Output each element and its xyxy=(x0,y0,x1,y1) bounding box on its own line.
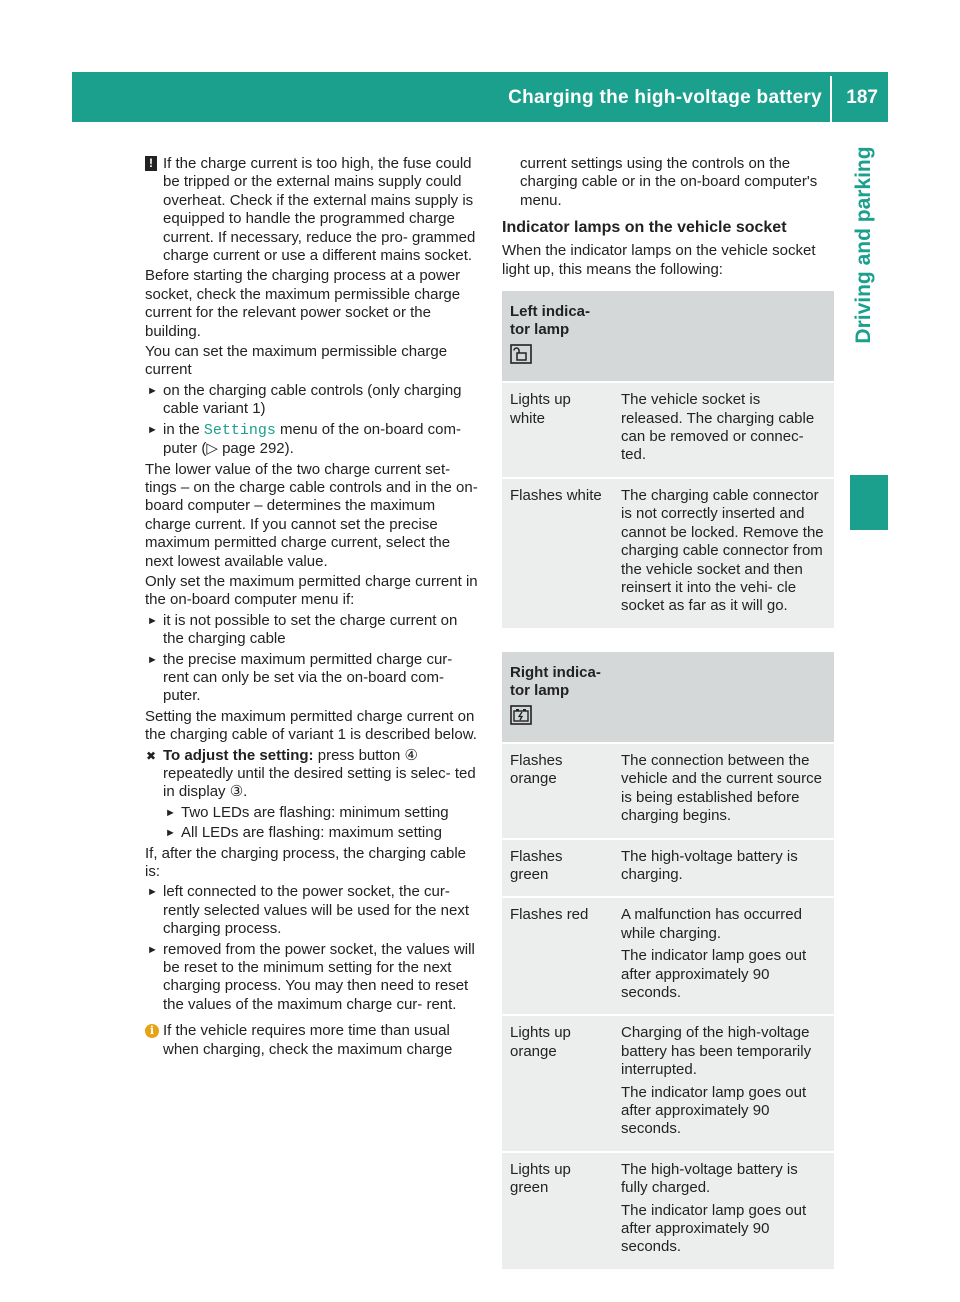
table-row xyxy=(502,743,834,839)
lamp-state: Lights up white xyxy=(502,382,613,478)
bullet-icon: ► xyxy=(147,943,158,956)
bullet-icon: ► xyxy=(147,384,158,397)
instruction-step xyxy=(145,747,480,802)
lamp-meaning-text: The high-voltage battery is fully charged. xyxy=(621,1160,798,1197)
step-arrow-icon: ✖ xyxy=(146,748,157,763)
list-item-text: on the charging cable controls (only charging cable variant 1) xyxy=(163,381,462,418)
left-lamp-table xyxy=(502,291,834,628)
list-item-text: menu of the on-board com- puter ( xyxy=(163,420,461,458)
info-text: If the vehicle requires more time than usual when charging, check the maximum charge xyxy=(163,1022,453,1058)
step-label: To adjust the setting: xyxy=(163,746,314,764)
lamp-state: Lights up green xyxy=(502,1152,613,1269)
list-item xyxy=(145,612,480,649)
info-icon: i xyxy=(145,1024,159,1038)
bullet-icon: ► xyxy=(147,886,158,899)
lamp-meaning xyxy=(613,478,834,628)
paragraph: If, after the charging process, the charging cable is: xyxy=(145,844,467,881)
page-ref-arrow-icon: ▷ xyxy=(206,440,218,458)
list-item xyxy=(145,883,480,938)
section-marker xyxy=(850,475,888,530)
table-header-cell xyxy=(502,652,613,743)
table-header-row xyxy=(502,291,834,382)
right-lamp-table xyxy=(502,652,834,1269)
list-item xyxy=(145,804,480,822)
list-item xyxy=(145,421,480,459)
list-item xyxy=(145,941,480,1015)
list-item-text: All LEDs are flashing: maximum setting xyxy=(181,824,442,842)
table-header-cell xyxy=(613,291,834,382)
bullet-icon: ► xyxy=(165,827,176,840)
table-header-row xyxy=(502,652,834,743)
paragraph: The lower value of the two charge current set- tings – on the charge cable controls and in the on-board computer – determines the maximum charge current. If you cannot set the precise maximum permitted charge current, select the next lowest available value. xyxy=(145,460,478,570)
table-row xyxy=(502,839,834,898)
lamp-state: Flashes green xyxy=(502,839,613,898)
lamp-state: Flashes white xyxy=(502,478,613,628)
table-row xyxy=(502,382,834,478)
lamp-meaning-text: The connection between the vehicle and the current source is being established before charging begins. xyxy=(621,751,822,825)
lamp-meaning-text: The indicator lamp goes out after approximately 90 seconds. xyxy=(621,1201,807,1256)
page-title: Charging the high-voltage battery xyxy=(508,87,822,108)
lamp-meaning xyxy=(613,1152,834,1269)
lamp-state: Lights up orange xyxy=(502,1015,613,1151)
lamp-meaning-text: A malfunction has occurred while charging. xyxy=(621,906,802,942)
paragraph: current settings using the controls on the charging cable or in the on-board computer's menu. xyxy=(520,155,818,209)
section-heading: Indicator lamps on the vehicle socket xyxy=(502,219,787,237)
lock-open-icon xyxy=(510,344,532,369)
table-row xyxy=(502,1015,834,1151)
page-header xyxy=(72,72,888,122)
lamp-meaning-text: The indicator lamp goes out after approximately 90 seconds. xyxy=(621,947,807,1001)
paragraph: Setting the maximum permitted charge current on the charging cable of variant 1 is described below. xyxy=(145,707,477,744)
lamp-meaning xyxy=(613,897,834,1015)
section-side-tab xyxy=(840,122,888,367)
lamp-meaning xyxy=(613,382,834,478)
page-number: 187 xyxy=(846,87,878,108)
paragraph: Before starting the charging process at a power socket, check the maximum permissible charge current for the relevant power socket or the building. xyxy=(145,267,461,340)
lamp-state: Flashes red xyxy=(502,897,613,1015)
list-item-text: Two LEDs are flashing: minimum setting xyxy=(181,803,449,821)
table-row xyxy=(502,897,834,1015)
list-item xyxy=(145,824,480,842)
list-item xyxy=(145,382,480,419)
table-row xyxy=(502,478,834,628)
list-item-text: left connected to the power socket, the cur- rently selected values will be used for the next charging process. xyxy=(163,883,469,938)
section-label: Driving and parking xyxy=(851,145,875,344)
lamp-meaning xyxy=(613,743,834,839)
bullet-icon: ► xyxy=(147,653,158,666)
right-column xyxy=(502,155,834,1269)
list-item-text: removed from the power socket, the values will be reset to the minimum setting for the next charging process. You may then need to reset the values of the maximum charge cur- rent. xyxy=(163,940,475,1013)
lamp-meaning-text: The indicator lamp goes out after approximately 90 seconds. xyxy=(621,1083,807,1138)
page-ref-link[interactable]: page 292). xyxy=(217,440,294,458)
info-note xyxy=(145,1022,480,1059)
battery-charge-icon xyxy=(510,705,532,730)
paragraph: You can set the maximum permissible charge current xyxy=(145,343,448,379)
table-row xyxy=(502,1152,834,1269)
step-text: press button ④ repeatedly until the desired setting is selec- ted in display ③. xyxy=(163,746,476,801)
left-column xyxy=(145,155,480,1061)
lamp-meaning-text: The high-voltage battery is charging. xyxy=(621,847,798,883)
list-item-text: in the xyxy=(163,420,204,438)
header-divider xyxy=(830,76,832,122)
paragraph: Only set the maximum permitted charge current in the on-board computer menu if: xyxy=(145,572,478,609)
warning-note xyxy=(145,155,480,265)
table-header-cell xyxy=(502,291,613,382)
table-gap xyxy=(502,628,834,652)
lamp-meaning xyxy=(613,1015,834,1151)
lamp-meaning-text: Charging of the high-voltage battery has been temporarily interrupted. xyxy=(621,1024,812,1079)
bullet-icon: ► xyxy=(147,614,158,627)
table-header-label: Right indica- tor lamp xyxy=(510,663,601,700)
warning-text: If the charge current is too high, the fuse could be tripped or the external mains supply could overheat. Check if the external mains supply is equipped to handle the programmed charge current. If necessary, reduce the pro- grammed charge current or use a different mains socket. xyxy=(163,155,476,265)
lamp-meaning xyxy=(613,839,834,898)
list-item-text: the precise maximum permitted charge cur- rent can only be set via the on-board com- puter. xyxy=(163,650,453,705)
lamp-state: Flashes orange xyxy=(502,743,613,839)
menu-name: Settings xyxy=(203,421,276,439)
paragraph: When the indicator lamps on the vehicle socket light up, this means the following: xyxy=(502,242,816,278)
list-item-text: it is not possible to set the charge current on the charging cable xyxy=(163,611,458,648)
table-header-cell xyxy=(613,652,834,743)
list-item xyxy=(145,651,480,706)
table-header-label: Left indica- tor lamp xyxy=(510,303,591,339)
bullet-icon: ► xyxy=(165,806,176,819)
lamp-meaning-text: The vehicle socket is released. The charging cable can be removed or connec- ted. xyxy=(621,391,815,464)
bullet-icon: ► xyxy=(147,423,158,436)
warning-icon: ! xyxy=(145,156,157,171)
lamp-meaning-text: The charging cable connector is not correctly inserted and cannot be locked. Remove the charging cable connector from the vehicle socket and then reinsert it into the vehi- cle socket as far as it will go. xyxy=(621,486,824,615)
